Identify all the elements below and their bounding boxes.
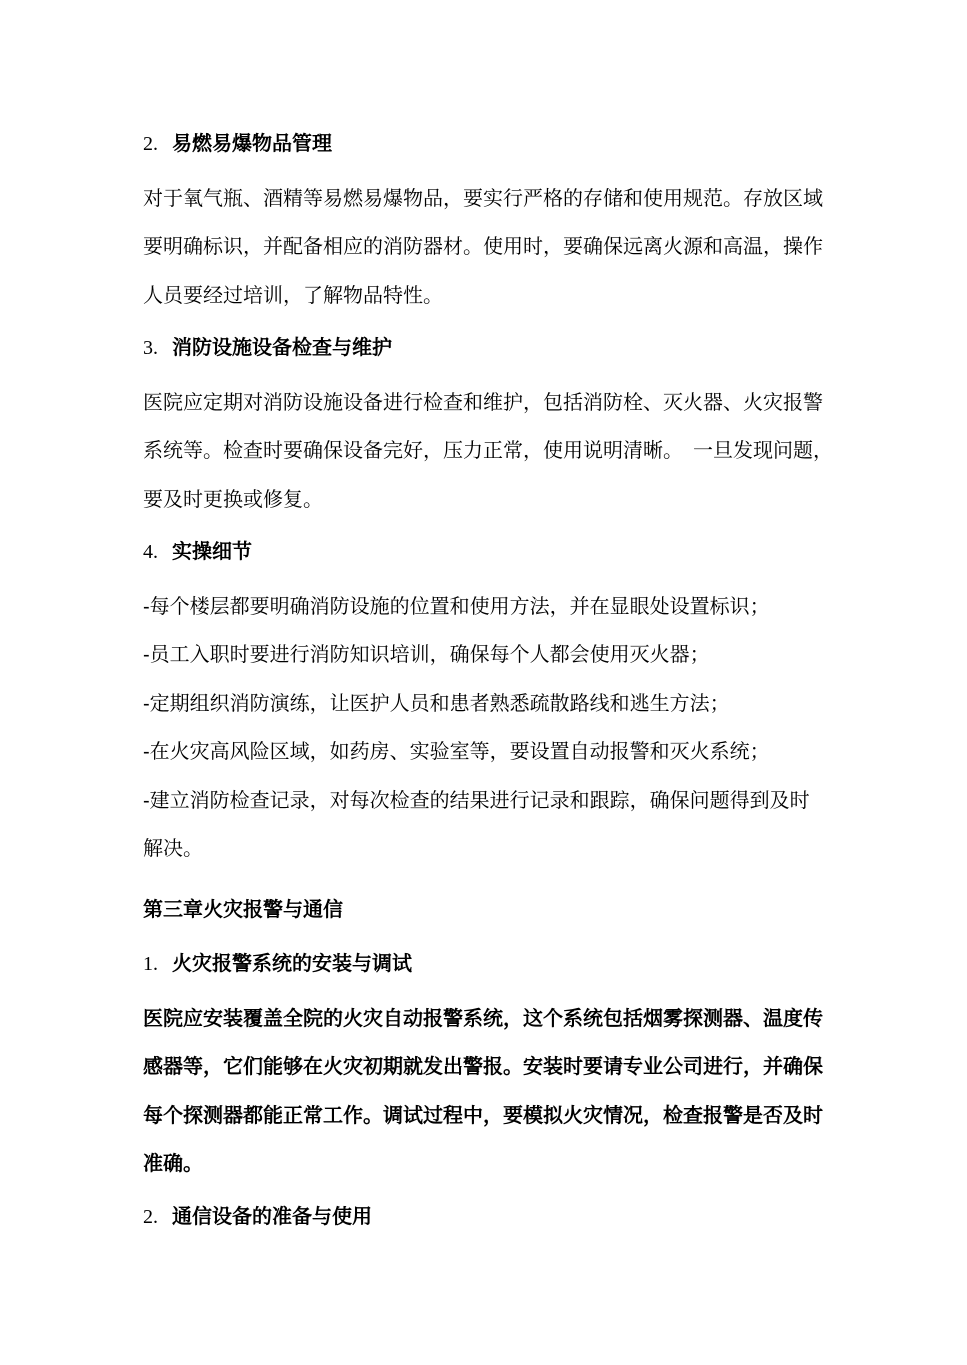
paragraph-line: 准确。	[143, 1153, 203, 1175]
paragraph-line: -建立消防检查记录，对每次检查的结果进行记录和跟踪，确保问题得到及时	[143, 789, 810, 812]
heading-text: 消防设施设备检查与维护	[172, 337, 392, 359]
paragraph-line: 感器等，它们能够在火灾初期就发出警报。安装时要请专业公司进行，并确保	[143, 1056, 823, 1078]
paragraph-line: -定期组织消防演练，让医护人员和患者熟悉疏散路线和逃生方法；	[143, 692, 730, 715]
paragraph-line: 要及时更换或修复。	[143, 488, 323, 511]
heading-number: 2.	[143, 1205, 158, 1228]
heading-text: 火灾报警系统的安装与调试	[172, 953, 412, 975]
heading-text: 易燃易爆物品管理	[172, 133, 332, 155]
heading-number: 1.	[143, 953, 158, 975]
paragraph-line: 要明确标识，并配备相应的消防器材。使用时，要确保远离火源和高温，操作	[143, 236, 823, 258]
heading-number: 4.	[143, 541, 158, 563]
paragraph-line: 人员要经过培训，了解物品特性。	[143, 284, 443, 307]
numbered-heading	[143, 528, 826, 577]
paragraph-line: 解决。	[143, 838, 203, 860]
paragraph-line: 医院应安装覆盖全院的火灾自动报警系统，这个系统包括烟雾探测器、温度传	[143, 1007, 823, 1030]
numbered-heading	[143, 120, 826, 169]
heading-number: 2.	[143, 133, 158, 155]
heading-number: 3.	[143, 337, 158, 359]
paragraph-line: 每个探测器都能正常工作。调试过程中，要模拟火灾情况，检查报警是否及时	[143, 1104, 823, 1127]
paragraph-line: -员工入职时要进行消防知识培训，确保每个人都会使用灭火器；	[143, 644, 710, 666]
heading-text: 通信设备的准备与使用	[172, 1205, 372, 1228]
heading-text: 实操细节	[172, 541, 252, 563]
paragraph-line: 系统等。检查时要确保设备完好，压力正常，使用说明清晰。 一旦发现问题，	[143, 440, 833, 462]
paragraph-line: -在火灾高风险区域，如药房、实验室等，要设置自动报警和灭火系统；	[143, 741, 770, 763]
numbered-heading	[143, 324, 826, 373]
paragraph-line: 医院应定期对消防设施设备进行检查和维护，包括消防栓、灭火器、火灾报警	[143, 391, 823, 414]
numbered-heading	[143, 940, 826, 989]
chapter-heading: 第三章火灾报警与通信	[143, 898, 343, 921]
paragraph-line: 对于氧气瓶、酒精等易燃易爆物品，要实行严格的存储和使用规范。存放区域	[143, 187, 823, 210]
numbered-heading	[143, 1193, 826, 1242]
paragraph-line: -每个楼层都要明确消防设施的位置和使用方法，并在显眼处设置标识；	[143, 595, 770, 618]
